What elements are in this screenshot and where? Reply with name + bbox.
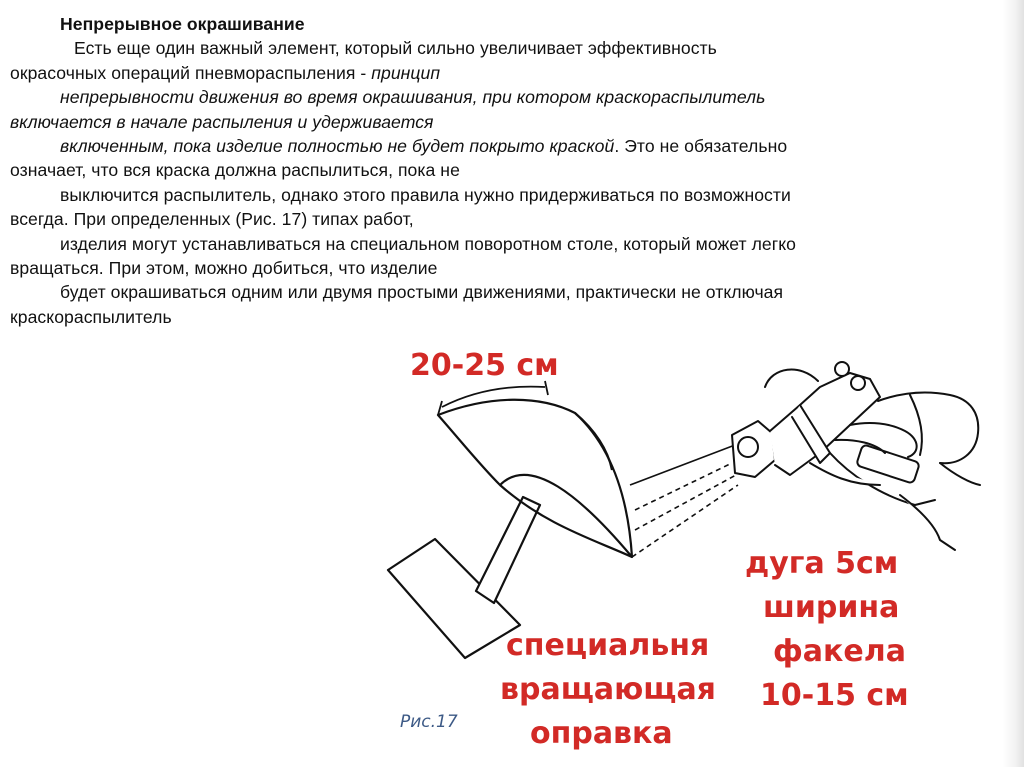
- paragraph-line: вращаться. При этом, можно добиться, что изделие: [10, 258, 438, 279]
- paragraph-text: . Это не обязательно: [614, 136, 788, 157]
- mandrel-shaft: [476, 497, 540, 603]
- spray-arc-label: дуга 5см ширина факела 10-15 см: [745, 546, 909, 713]
- paragraph-text: окрасочных операций пневмораспыления -: [10, 62, 372, 83]
- spray-fan: [630, 445, 738, 557]
- figure-17: [380, 335, 1010, 767]
- heading: Непрерывное окрашивание: [60, 14, 305, 34]
- paragraph-line: означает, что вся краска должна распылиться, пока не: [10, 160, 460, 181]
- paragraph-line: Есть еще один важный элемент, который сильно увеличивает эффективность: [74, 38, 717, 59]
- paragraph-line: краскораспылитель: [10, 306, 172, 327]
- paragraph-line: [10, 134, 1010, 158]
- paragraph-line: включается в начале распыления и удерживается: [10, 111, 434, 132]
- text-block: [10, 12, 1010, 329]
- paragraph-line: изделия могут устанавливаться на специальном поворотном столе, который может легко: [60, 233, 796, 254]
- paragraph-line: непрерывности движения во время окрашивания, при котором краскораспылитель: [60, 87, 766, 108]
- paragraph-line: всегда. При определенных (Рис. 17) типах работ,: [10, 209, 414, 230]
- paragraph-italic-text: принцип: [371, 62, 441, 83]
- figure-caption: Рис.17: [400, 712, 458, 732]
- paragraph-line: будет окрашиваться одним или двумя простыми движениями, практически не отключая: [60, 282, 784, 303]
- paragraph-italic-text: включенным, пока изделие полностью не будет покрыто краской: [60, 136, 615, 157]
- distance-label: 20-25 см: [410, 348, 559, 383]
- workpiece-panel: [438, 400, 632, 557]
- spray-gun: [732, 362, 955, 550]
- paragraph-line: [10, 61, 1010, 85]
- paragraph-line: выключится распылитель, однако этого правила нужно придерживаться по возможности: [60, 184, 791, 205]
- slide-edge-shadow: [1002, 0, 1024, 767]
- spray-diagram: [380, 335, 1010, 767]
- mandrel-label: специальня вращающая оправка: [500, 628, 716, 751]
